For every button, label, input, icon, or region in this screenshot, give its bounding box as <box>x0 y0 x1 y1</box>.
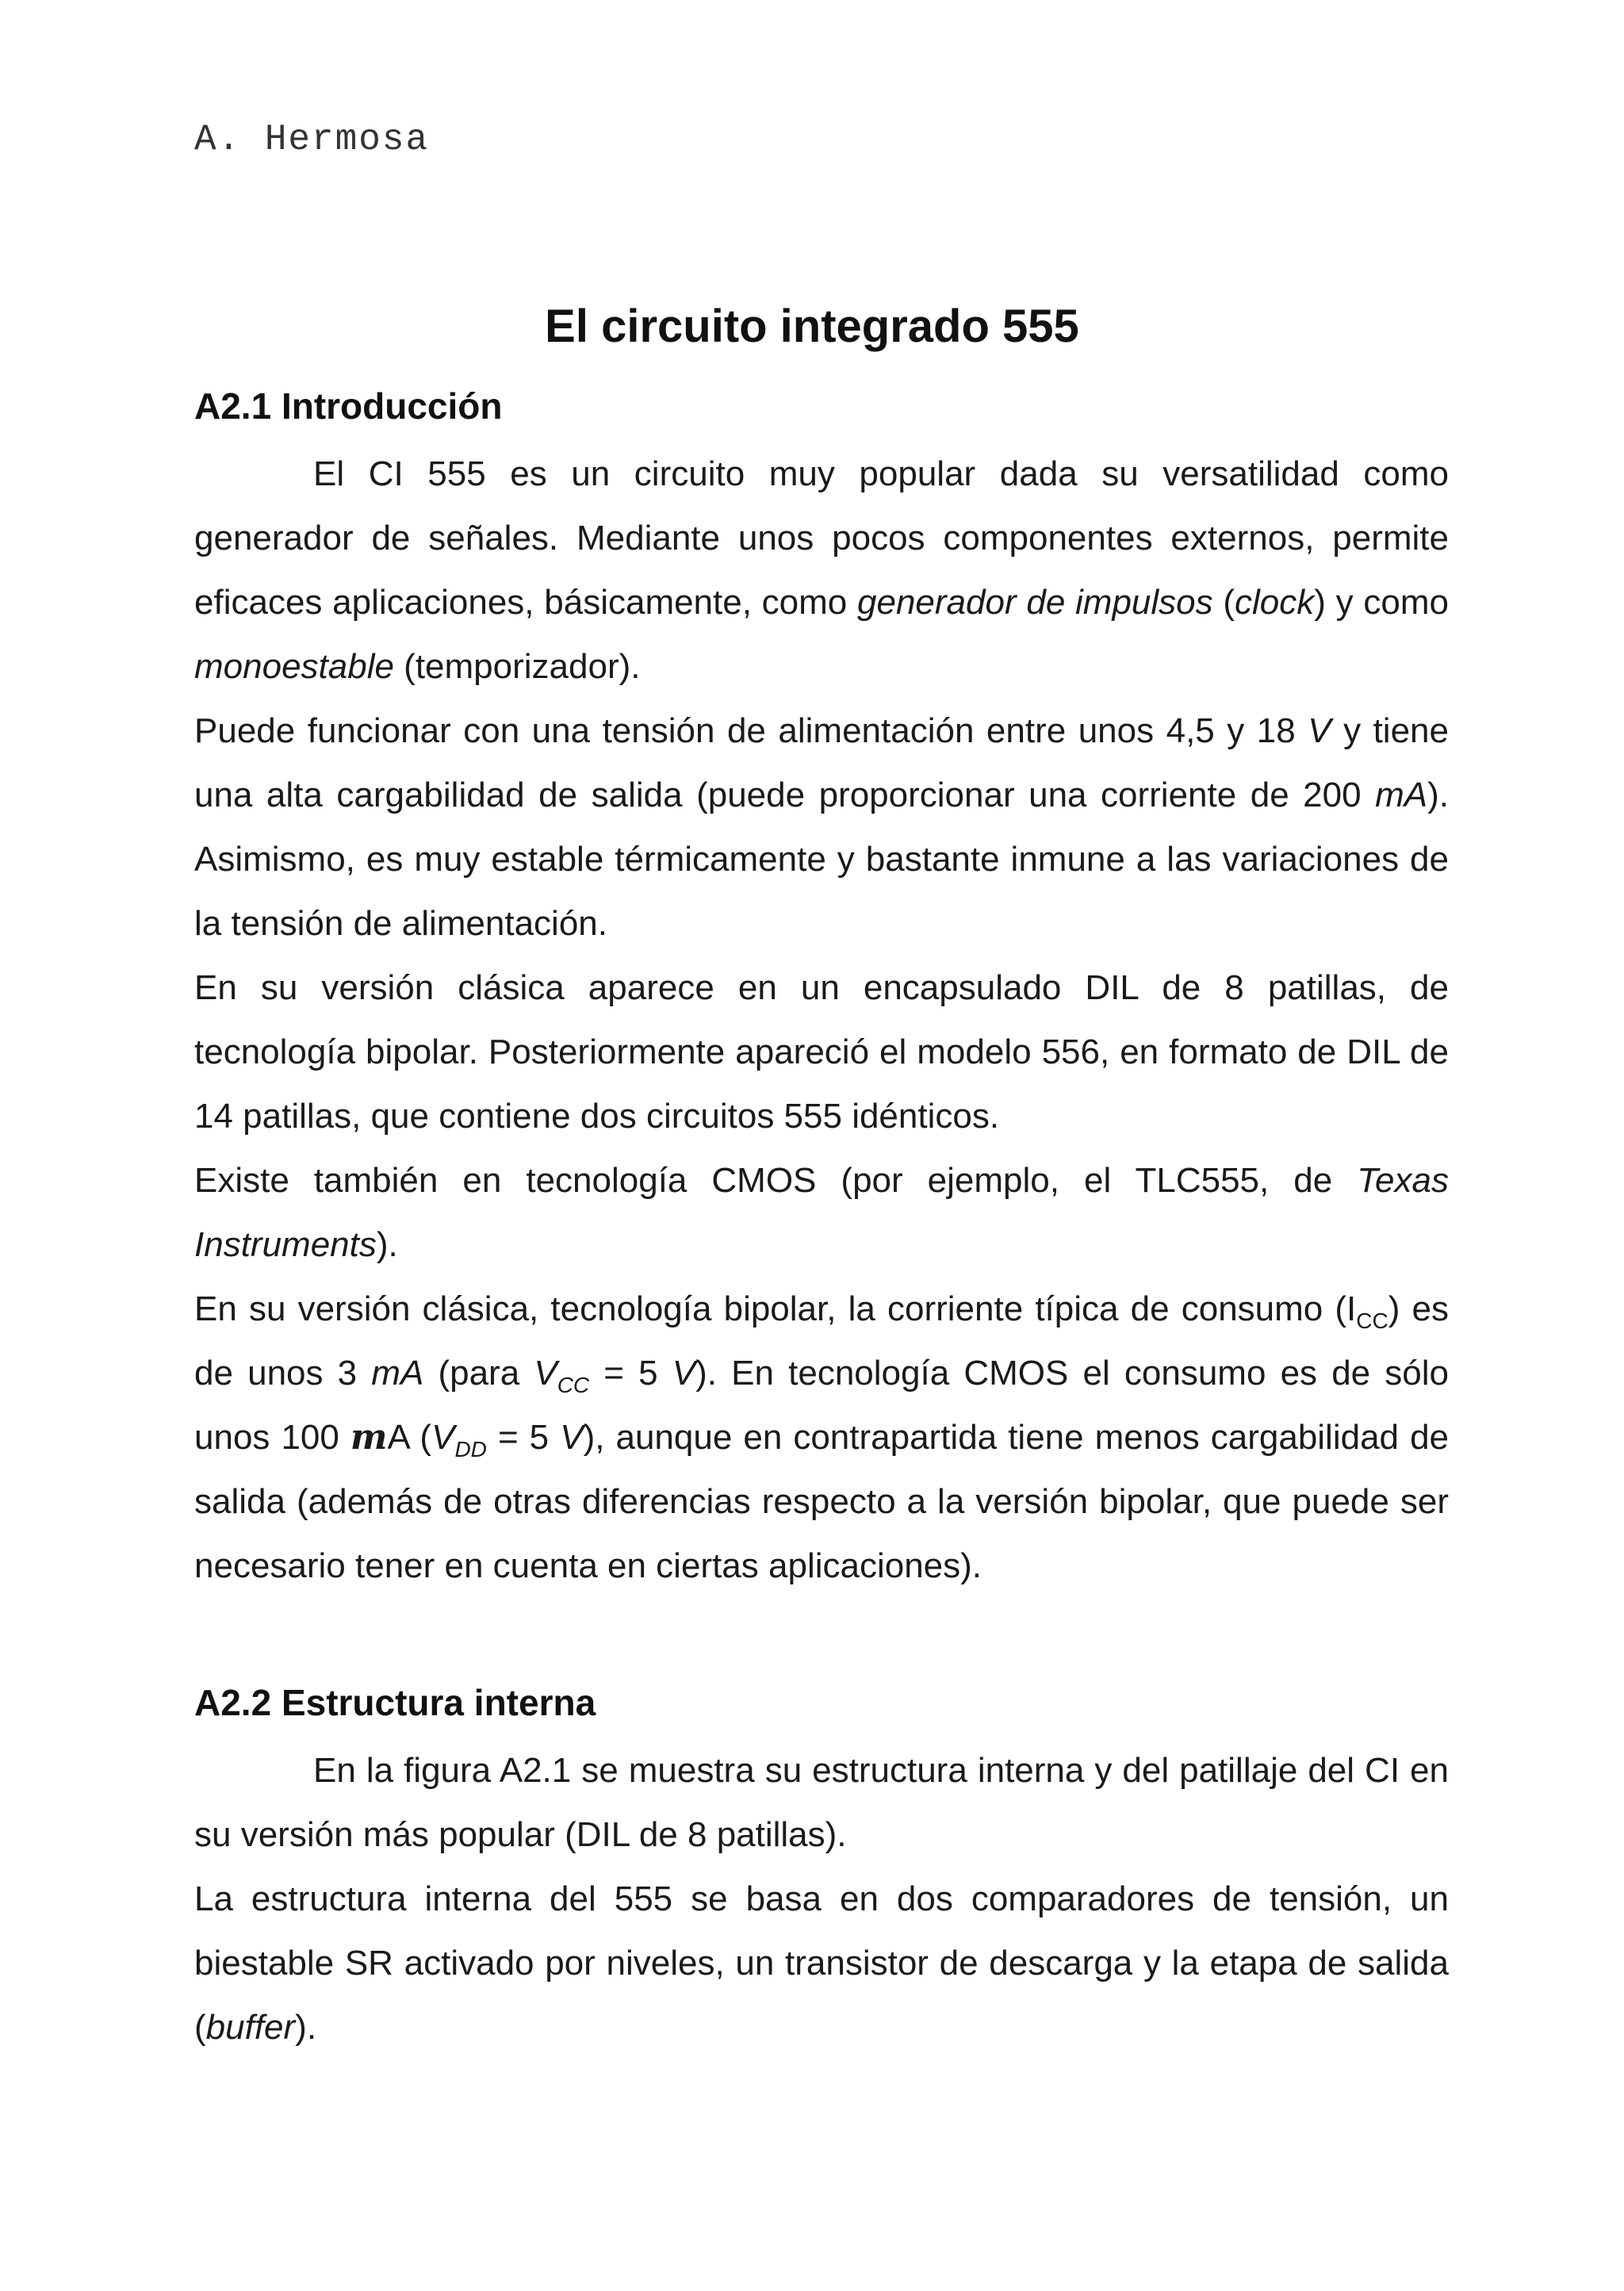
subscript: CC <box>1356 1308 1388 1333</box>
paragraph: En la figura A2.1 se muestra su estructura interna y del patillaje del CI en su versión más popular (DIL de 8 patillas). <box>194 1751 1449 1854</box>
text-run: ). Asimismo, es muy estable térmicamente y bastante inmune a las variaciones de la tensión de alimentación. <box>194 776 1449 943</box>
paragraph <box>194 699 1449 956</box>
text-run: (temporizador). <box>393 647 641 686</box>
text-run: ) es de unos 3 <box>194 1289 1449 1393</box>
subscript: CC <box>557 1372 590 1397</box>
text-run-italic: V <box>1308 711 1331 750</box>
text-run-italic: mA <box>1375 776 1428 814</box>
text-run: = 5 <box>486 1418 561 1457</box>
paragraph <box>194 442 1449 699</box>
section-heading-introduccion: A2.1 Introducción <box>194 385 503 427</box>
text-run-italic: V <box>431 1418 455 1457</box>
text-run: ). <box>295 2008 317 2047</box>
text-run: El CI 555 es un circuito muy popular dada su versatilidad como generador de señales. Mediante unos pocos componentes externos, permite eficaces aplicaciones, básicamente, como <box>194 454 1449 622</box>
text-run-italic: buffer <box>205 2008 296 2047</box>
text-run: Existe también en tecnología CMOS (por ejemplo, el TLC555, de <box>194 1161 1358 1200</box>
text-run: ( <box>1212 583 1235 622</box>
text-run: (para <box>423 1354 534 1393</box>
text-run: ). <box>376 1225 398 1264</box>
text-run: Puede funcionar con una tensión de alimentación entre unos 4,5 y 18 <box>194 711 1308 750</box>
text-run-italic: V <box>534 1354 557 1393</box>
paragraph <box>194 1867 1449 2059</box>
micro-symbol: m <box>350 1417 388 1458</box>
text-run-italic: V <box>672 1354 696 1393</box>
text-run-italic: generador de impulsos <box>857 583 1213 622</box>
text-run: ). En tecnología CMOS el consumo es de sólo unos 100 <box>194 1354 1450 1457</box>
text-run-italic: monoestable <box>194 647 394 686</box>
text-run: ) y como <box>1314 583 1449 622</box>
text-run: ), aunque en contrapartida tiene menos cargabilidad de salida (además de otras diferencias respecto a la versión bipolar, que puede ser necesario tener en cuenta en ciertas aplicaciones). <box>194 1418 1450 1585</box>
text-run-italic: mA <box>371 1354 424 1393</box>
text-run: La estructura interna del 555 se basa en dos comparadores de tensión, un biestable SR activado por niveles, un transistor de descarga y la etapa de salida ( <box>194 1879 1449 2047</box>
text-run: y tiene una alta cargabilidad de salida (puede proporcionar una corriente de 200 <box>194 711 1449 814</box>
text-run-italic: clock <box>1235 583 1315 622</box>
section-body-estructura-interna <box>194 1738 1449 2059</box>
subscript: DD <box>454 1436 487 1462</box>
paragraph: En su versión clásica aparece en un encapsulado DIL de 8 patillas, de tecnología bipolar. Posteriormente apareció el modelo 556, en formato de DIL de 14 patillas, que contiene dos circuitos 555 idénticos. <box>194 968 1449 1136</box>
paragraph <box>194 1148 1449 1277</box>
paragraph <box>194 1277 1449 1598</box>
text-run: A ( <box>387 1418 432 1457</box>
text-run-italic: V <box>560 1418 584 1457</box>
text-run-italic: Texas Instruments <box>194 1161 1449 1264</box>
section-heading-estructura-interna: A2.2 Estructura interna <box>194 1682 596 1723</box>
section-body-introduccion <box>194 442 1449 1598</box>
running-header-author: A. Hermosa <box>194 119 430 160</box>
text-run: = 5 <box>589 1354 672 1393</box>
document-title: El circuito integrado 555 <box>545 301 1079 352</box>
text-run: En su versión clásica, tecnología bipolar, la corriente típica de consumo (I <box>194 1289 1357 1328</box>
